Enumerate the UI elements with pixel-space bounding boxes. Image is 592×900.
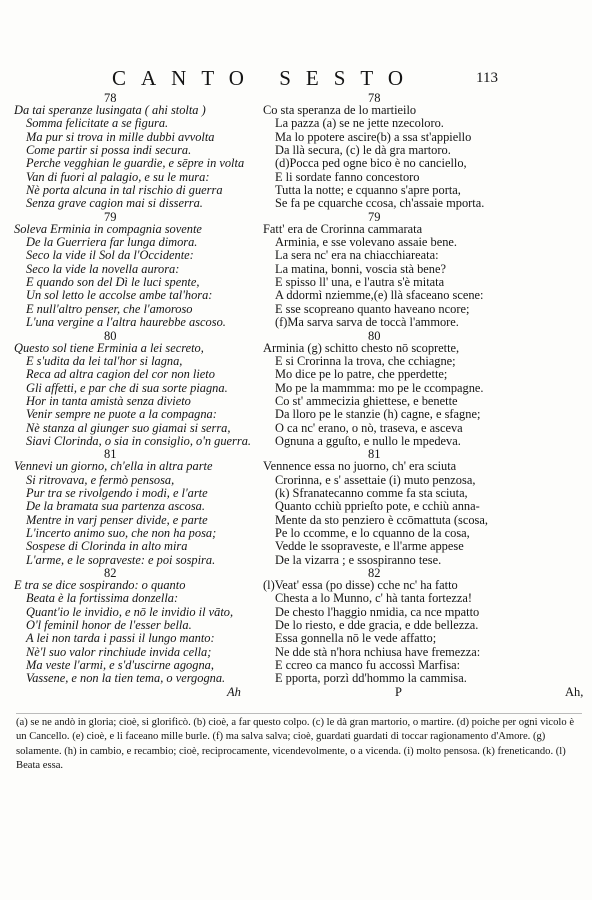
left-column-italian [14,92,296,699]
verse-line: Vennevi un giorno, ch'ella in altra parte [14,459,213,474]
verse-line: Ma pur si trova in mille dubbi avvolta [26,129,215,144]
verse-line: Hor in tanta amistà senza divieto [26,393,191,408]
verse-line: Un sol letto le accolse ambe tal'hora: [26,288,213,303]
verse-line: Beata è la fortissima donzella: [26,591,179,606]
verse-line: Arminia (g) schitto chesto nō scoprette, [263,340,460,355]
verse-line: La sera nc' era na chiacchiareata: [275,248,439,263]
running-title: CANTO SESTO [112,66,419,90]
stanza-number: 82 [104,566,117,580]
verse-line: E pporta, porzì dd'hommo la cammisa. [275,671,467,686]
verse-line: Gli affetti, e par che di sua sorte piagna. [26,380,228,395]
verse-line: Vedde le ssopraveste, e ll'arme appese [275,539,464,554]
verse-line: Pe lo ccomme, e lo cquanno de la cosa, [275,525,470,540]
verse-line: O ca nc' erano, o nò, traseva, e asceva [275,420,463,435]
verse-line: L'una vergine a l'altra haurebbe ascoso. [26,315,226,330]
verse-line: Van di fuori al palagio, e su le mura: [26,169,210,184]
right-column-neapolitan [263,91,584,699]
verse-line: De la bramata sua partenza ascosa. [26,499,205,514]
catchword-right: Ah, [565,684,584,699]
catchword-row [263,684,584,699]
verse-line: (k) Sfranatecanno comme fa sta sciuta, [275,485,468,500]
verse-line: E tra se dice sospirando: o quanto [14,578,186,592]
verse-line: Ma veste l'armi, e s'd'uscirne agogna, [26,658,214,673]
stanza-number: 79 [104,209,117,224]
verse-line: Mo pe la mammma: mo pe le ccompagne. [275,380,484,395]
verse-line: Nè porta alcuna in tal rischio di guerra [26,183,223,198]
verse-line: Tutta la notte; e cquanno s'apre porta, [275,183,461,198]
verse-line: Pur tra se rivolgendo i modi, e l'arte [26,485,208,500]
verse-line: Mente da sto penziero è ccōmattuta (scosa, [275,512,488,527]
verse-line: (f)Ma sarva sarva de toccà l'ammore. [275,315,459,330]
verse-line: E si Crorinna la trova, che cchiagne; [275,353,456,368]
verse-line: Ognuna a gguſto, e nullo le mpedeva. [275,433,461,448]
verse-line: Venir sempre ne puote a la compagna: [26,407,217,422]
verse-line: Vassene, e non la tien tema, o vergogna. [26,671,226,686]
verse-line: Arminia, e sse volevano assaie bene. [275,235,458,250]
verse-line: Somma felicitate a se figura. [26,116,169,131]
verse-line: Si ritrovava, e fermò pensosa, [26,472,175,487]
catchword-left: Ah [227,684,241,699]
verse-line: O'l feminil honor de l'esser bella. [26,618,192,633]
verse-line: Reca ad altra cagion del cor non lieto [26,367,215,382]
verse-line: Ma lo ppotere ascire(b) a ssa st'appiello [275,129,472,144]
stanza-number: 80 [368,328,381,343]
verse-line: Da lloro pe le stanzie (h) cagne, e sfagne; [275,407,481,422]
verse-line: E s'udita da lei tal'hor si lagna, [26,353,183,368]
verse-line: Soleva Erminia in compagnia sovente [14,221,202,236]
stanza-number: 78 [104,91,117,105]
stanza-number: 82 [368,566,381,580]
verse-line: E sse scopreano quanto haveano ncore; [275,301,470,316]
verse-line: Crorinna, e s' assettaie (i) muto penzosa, [275,472,476,487]
verse-line: Quanto cchiù pprieſto pote, e cchiù anna- [275,499,480,514]
verse-line: De la Guerriera far lunga dimora. [26,235,198,250]
verse-line: Perche vegghian le guardie, e sēpre in volta [26,156,245,171]
verse-line: (l)Veat' essa (po disse) cche nc' ha fatto [263,578,458,592]
verse-line: Seco la vide il Sol da l'Occidente: [26,248,194,263]
stanza-number: 81 [368,447,381,462]
verse-line: A lei non tarda i passi il lungo manto: [26,631,215,646]
footnotes: (a) se ne andò in gloria; cioè, si glorificò. (b) cioè, a far questo colpo. (c) le dà gran martorio, o martire. (d) poiche per ogni vicolo è un Cancello. (e) cioè, e li faceano mille burle. (f) ma salva salva; cioè, guardati guardati di toccar ragionamento d'Amore. (g) solamente. (h) in cambio, e recambio; cioè, reciprocamente, vicendevolmente, o a vicenda. (i) molto pensosa. (k) freneticando. (l) Beata essa. [16,713,582,774]
verse-line: (d)Pocca ped ogne bico è no canciello, [275,156,467,171]
verse-line: Questo sol tiene Erminia a lei secreto, [14,340,204,355]
stanza-number: 78 [368,91,381,105]
verse-line: L'incerto animo suo, che non ha posa; [26,525,217,540]
verse-line: Fatt' era de Crorinna cammarata [263,221,423,236]
verse-line: E null'altro penser, che l'amoroso [26,301,193,316]
verse-line: Nè stanza al giunger suo giamai si serra, [26,420,231,435]
verse-line: E ccreo ca manco fu accossì Marfisa: [275,658,461,673]
verse-line: Senza grave cagion mai si disserra. [26,196,203,211]
verse-line: E quando son del Dì le luci spente, [26,275,200,290]
verse-line: Quant'io le invidio, e nō le invidio il vāto, [26,604,234,619]
verse-line: Nè'l suo valor rinchiude invida cella; [26,644,212,659]
verse-line: Chesta a lo Munno, c' hà tanta fortezza! [275,591,472,606]
verse-line: Co st' ammecizia ghiettese, e benette [275,393,458,408]
verse-line: E spisso ll' una, e l'autra s'è mitata [275,275,445,290]
verse-line: E li sordate fanno concestoro [275,169,420,184]
verse-line: De chesto l'haggio nmidia, ca nce mpatto [275,604,480,619]
verse-line: Come partir si possa indi secura. [26,143,192,158]
verse-line: Mentre in varj penser divide, e parte [26,512,208,527]
verse-line: Siavi Clorinda, o sia in consiglio, o'n guerra. [26,433,251,448]
page-number: 113 [476,70,498,86]
verse-line: La matina, bonni, voscia stà bene? [275,261,447,276]
verse-line: Seco la vide la novella aurora: [26,261,180,276]
verse-line: Vennence essa no juorno, ch' era sciuta [263,459,457,474]
stanza-number: 79 [368,209,381,224]
verse-line: Da llà secura, (c) le dà gra martoro. [275,143,451,158]
verse-line: L'arme, e le sopraveste: e poi sospira. [26,552,216,567]
stanza-number: 80 [104,328,117,343]
verse-line: De la vizarra ; e ssospiranno tese. [275,552,442,567]
verse-line: Essa gonnella nō le vede affatto; [275,631,437,646]
verse-line: La pazza (a) se ne jette nzecoloro. [275,116,444,131]
verse-line: Sospese di Clorinda in alto mira [26,539,188,554]
verse-line: Se fa pe cquarche ccosa, ch'assaie mporta. [275,196,485,211]
verse-line: A ddormì nziemme,(e) llà sfaceano scene: [275,288,484,303]
verse-line: Ne dde stà n'hora nchiusa have fremezza: [275,644,481,659]
verse-line: Co sta speranza de lo martieilo [263,103,417,117]
verse-line: De lo riesto, e dde gracia, e dde bellezza. [275,618,479,633]
stanza-number: 81 [104,447,117,462]
verse-line: Da tai speranze lusingata ( ahi stolta ) [14,103,206,117]
signature-mark: P [395,684,402,699]
verse-line: Mo dice pe lo patre, che pperdette; [275,367,448,382]
